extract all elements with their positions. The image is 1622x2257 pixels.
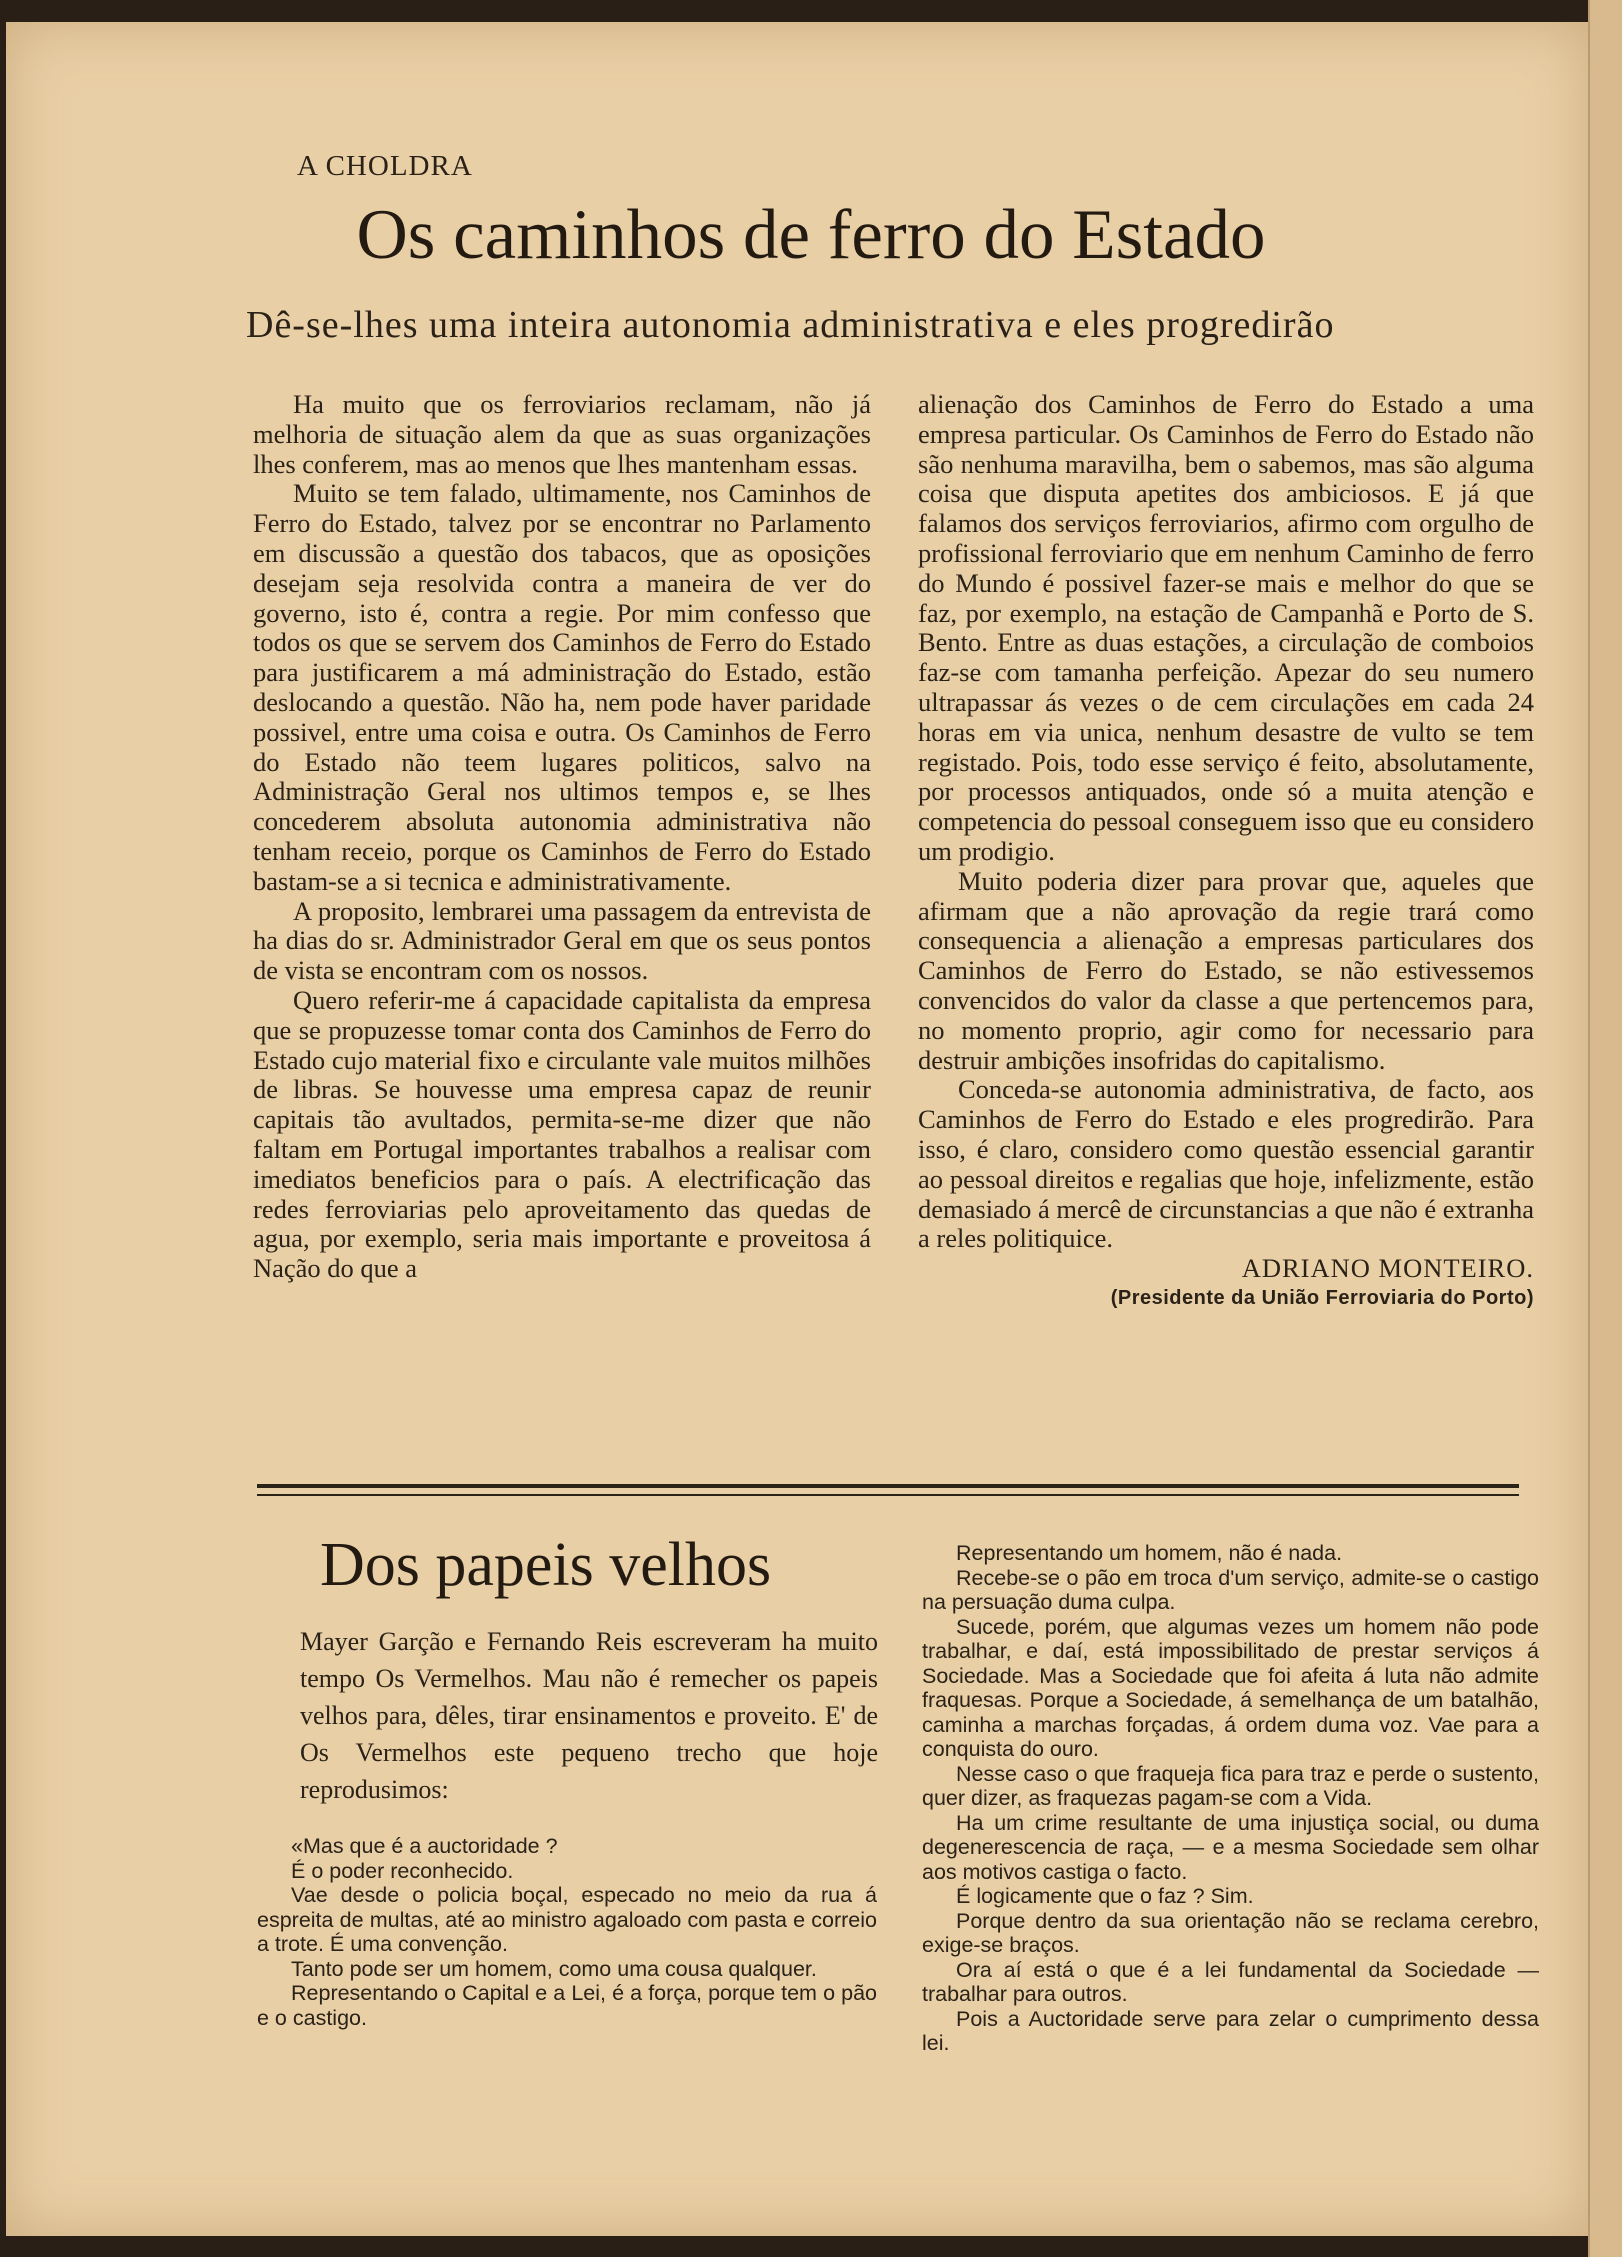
- headline: Os caminhos de ferro do Estado: [356, 196, 1266, 274]
- quote-line: Porque dentro da sua orientação não se reclama cerebro, exige-se braços.: [922, 1908, 1539, 1957]
- quote-line: Representando um homem, não é nada.: [956, 1541, 1343, 1565]
- article-column-right: [918, 390, 1534, 1314]
- quote-column-left: [257, 1834, 877, 2030]
- section-label: A CHOLDRA: [297, 150, 473, 182]
- article-paragraph: Quero referir-me á capacidade capitalista da empresa que se propuzesse tomar conta dos Caminhos de Ferro do Estado cujo material fixo e circulante vale muitos milhões de libras. Se houvesse uma empresa capaz de reunir capitais tão avultados, permita-se-me dizer que não faltam em Portugal importantes trabalhos a realisar com imediatos beneficios para o país. A electrificação das redes ferroviarias pelo aproveitamento das quedas de agua, por exemplo, seria mais importante e proveitosa á Nação do que a: [253, 984, 871, 1284]
- quote-line: É logicamente que o faz ? Sim.: [956, 1884, 1254, 1908]
- quote-line: Ora aí está o que é a lei fundamental da Sociedade —trabalhar para outros.: [922, 1957, 1539, 2006]
- article-paragraph: A proposito, lembrarei uma passagem da entrevista de ha dias do sr. Administrador Geral em que os seus pontos de vista se encontram com os nossos.: [253, 895, 871, 986]
- quote-line: Tanto pode ser um homem, como uma cousa qualquer.: [291, 1956, 817, 1981]
- quote-line: Recebe-se o pão em troca d'um serviço, admite-se o castigo na persuação duma culpa.: [922, 1565, 1539, 1614]
- second-article-title: Dos papeis velhos: [320, 1531, 772, 1599]
- article-paragraph: Ha muito que os ferroviarios reclamam, não já melhoria de situação alem da que as suas organizações lhes conferem, mas ao menos que lhes mantenham essas.: [253, 389, 871, 479]
- quote-line: Sucede, porém, que algumas vezes um homem não pode trabalhar, e daí, está impossibilitado de prestar serviços á Sociedade. Mas a Sociedade que foi afeita á luta não admite fraquesas. Porque a Sociedade, á semelhança de um batalhão, caminha a marchas forçadas, á ordem duma voz. Vae para a conquista do ouro.: [922, 1614, 1539, 1761]
- article-paragraph: Muito se tem falado, ultimamente, nos Caminhos de Ferro do Estado, talvez por se encontrar no Parlamento em discussão a questão dos tabacos, que as oposições desejam seja resolvida contra a maneira de ver do governo, isto é, contra a regie. Por mim confesso que todos os que se servem dos Caminhos de Ferro do Estado para justificarem a má administração do Estado, estão deslocando a questão. Não ha, nem pode haver paridade possivel, entre uma coisa e outra. Os Caminhos de Ferro do Estado não teem lugares politicos, salvo na Administração Geral nos ultimos tempos e, se lhes concederem absoluta autonomia administrativa não tenham receio, porque os Caminhos de Ferro do Estado bastam-se a si tecnica e administrativamente.: [253, 478, 871, 896]
- subheadline: Dê-se-lhes uma inteira autonomia administrativa e eles progredirão: [246, 304, 1335, 346]
- author-affiliation: (Presidente da União Ferroviaria do Porto): [1110, 1286, 1534, 1309]
- page-edge: [1588, 0, 1622, 2257]
- intro-paragraph: Mayer Garção e Fernando Reis escreveram ha muito tempo Os Vermelhos. Mau não é remecher os papeis velhos para, dêles, tirar ensinamentos e proveito. E' de Os Vermelhos este pequeno trecho que hoje reprodusimos:: [300, 1627, 878, 1804]
- article-paragraph: alienação dos Caminhos de Ferro do Estado a uma empresa particular. Os Caminhos de Ferro do Estado não são nenhuma maravilha, bem o sabemos, mas são alguma coisa que disputa apetites dos ambiciosos. E já que falamos dos serviços ferroviarios, afirmo com orgulho de profissional ferroviario que em nenhum Caminho de ferro do Mundo é possivel fazer-se mais e melhor do que se faz, por exemplo, na estação de Campanhã e Porto de S. Bento. Entre as duas estações, a circulação de comboios faz-se com tamanha perfeição. Apezar do seu numero ultrapassar ás vezes o de cem circulações em cada 24 horas em via unica, nenhum desastre de vulto se tem registado. Pois, todo esse serviço é feito, absolutamente, por processos antiquados, onde só a muita atenção e competencia do pessoal conseguem isso que eu considero um prodigio.: [918, 389, 1534, 866]
- quote-line: Pois a Auctoridade serve para zelar o cumprimento dessa lei.: [922, 2006, 1539, 2055]
- quote-line: Ha um crime resultante de uma injustiça social, ou duma degenerescencia de raça, — e a mesma Sociedade sem olhar aos motivos castiga o facto.: [922, 1810, 1539, 1884]
- article-paragraph: Conceda-se autonomia administrativa, de facto, aos Caminhos de Ferro do Estado e eles progredirão. Para isso, é claro, considero como questão essencial garantir ao pessoal direitos e regalias que hoje, infelizmente, estão demasiado á mercê de circunstancias a que não é extranha a reles politiquice.: [918, 1074, 1534, 1254]
- quote-line: Representando o Capital e a Lei, é a força, porque tem o pão e o castigo.: [257, 1981, 877, 2030]
- section-divider-thin: [257, 1494, 1519, 1496]
- quote-line: «Mas que é a auctoridade ?: [291, 1834, 558, 1858]
- signature: ADRIANO MONTEIRO.: [1241, 1253, 1534, 1284]
- section-divider: [257, 1484, 1519, 1488]
- quote-line: É o poder reconhecido.: [291, 1858, 514, 1883]
- article-paragraph: Muito poderia dizer para provar que, aqueles que afirmam que a não aprovação da regie trará como consequencia a alienação a empresas particulares dos Caminhos de Ferro do Estado, se não estivessemos convencidos do valor da classe a que pertencemos para, no momento proprio, agir como for necessario para destruir ambições insofridas do capitalismo.: [918, 865, 1534, 1075]
- quote-column-right: [922, 1541, 1539, 2056]
- quote-line: Vae desde o policia boçal, especado no meio da rua á espreita de multas, até ao ministro agaloado com pasta e correio a trote. É uma convenção.: [257, 1883, 877, 1956]
- article-column-left: [253, 390, 871, 1284]
- quote-line: Nesse caso o que fraqueja fica para traz e perde o sustento, quer dizer, as fraquezas pagam-se com a Vida.: [922, 1761, 1539, 1810]
- second-article-intro: [300, 1623, 878, 1808]
